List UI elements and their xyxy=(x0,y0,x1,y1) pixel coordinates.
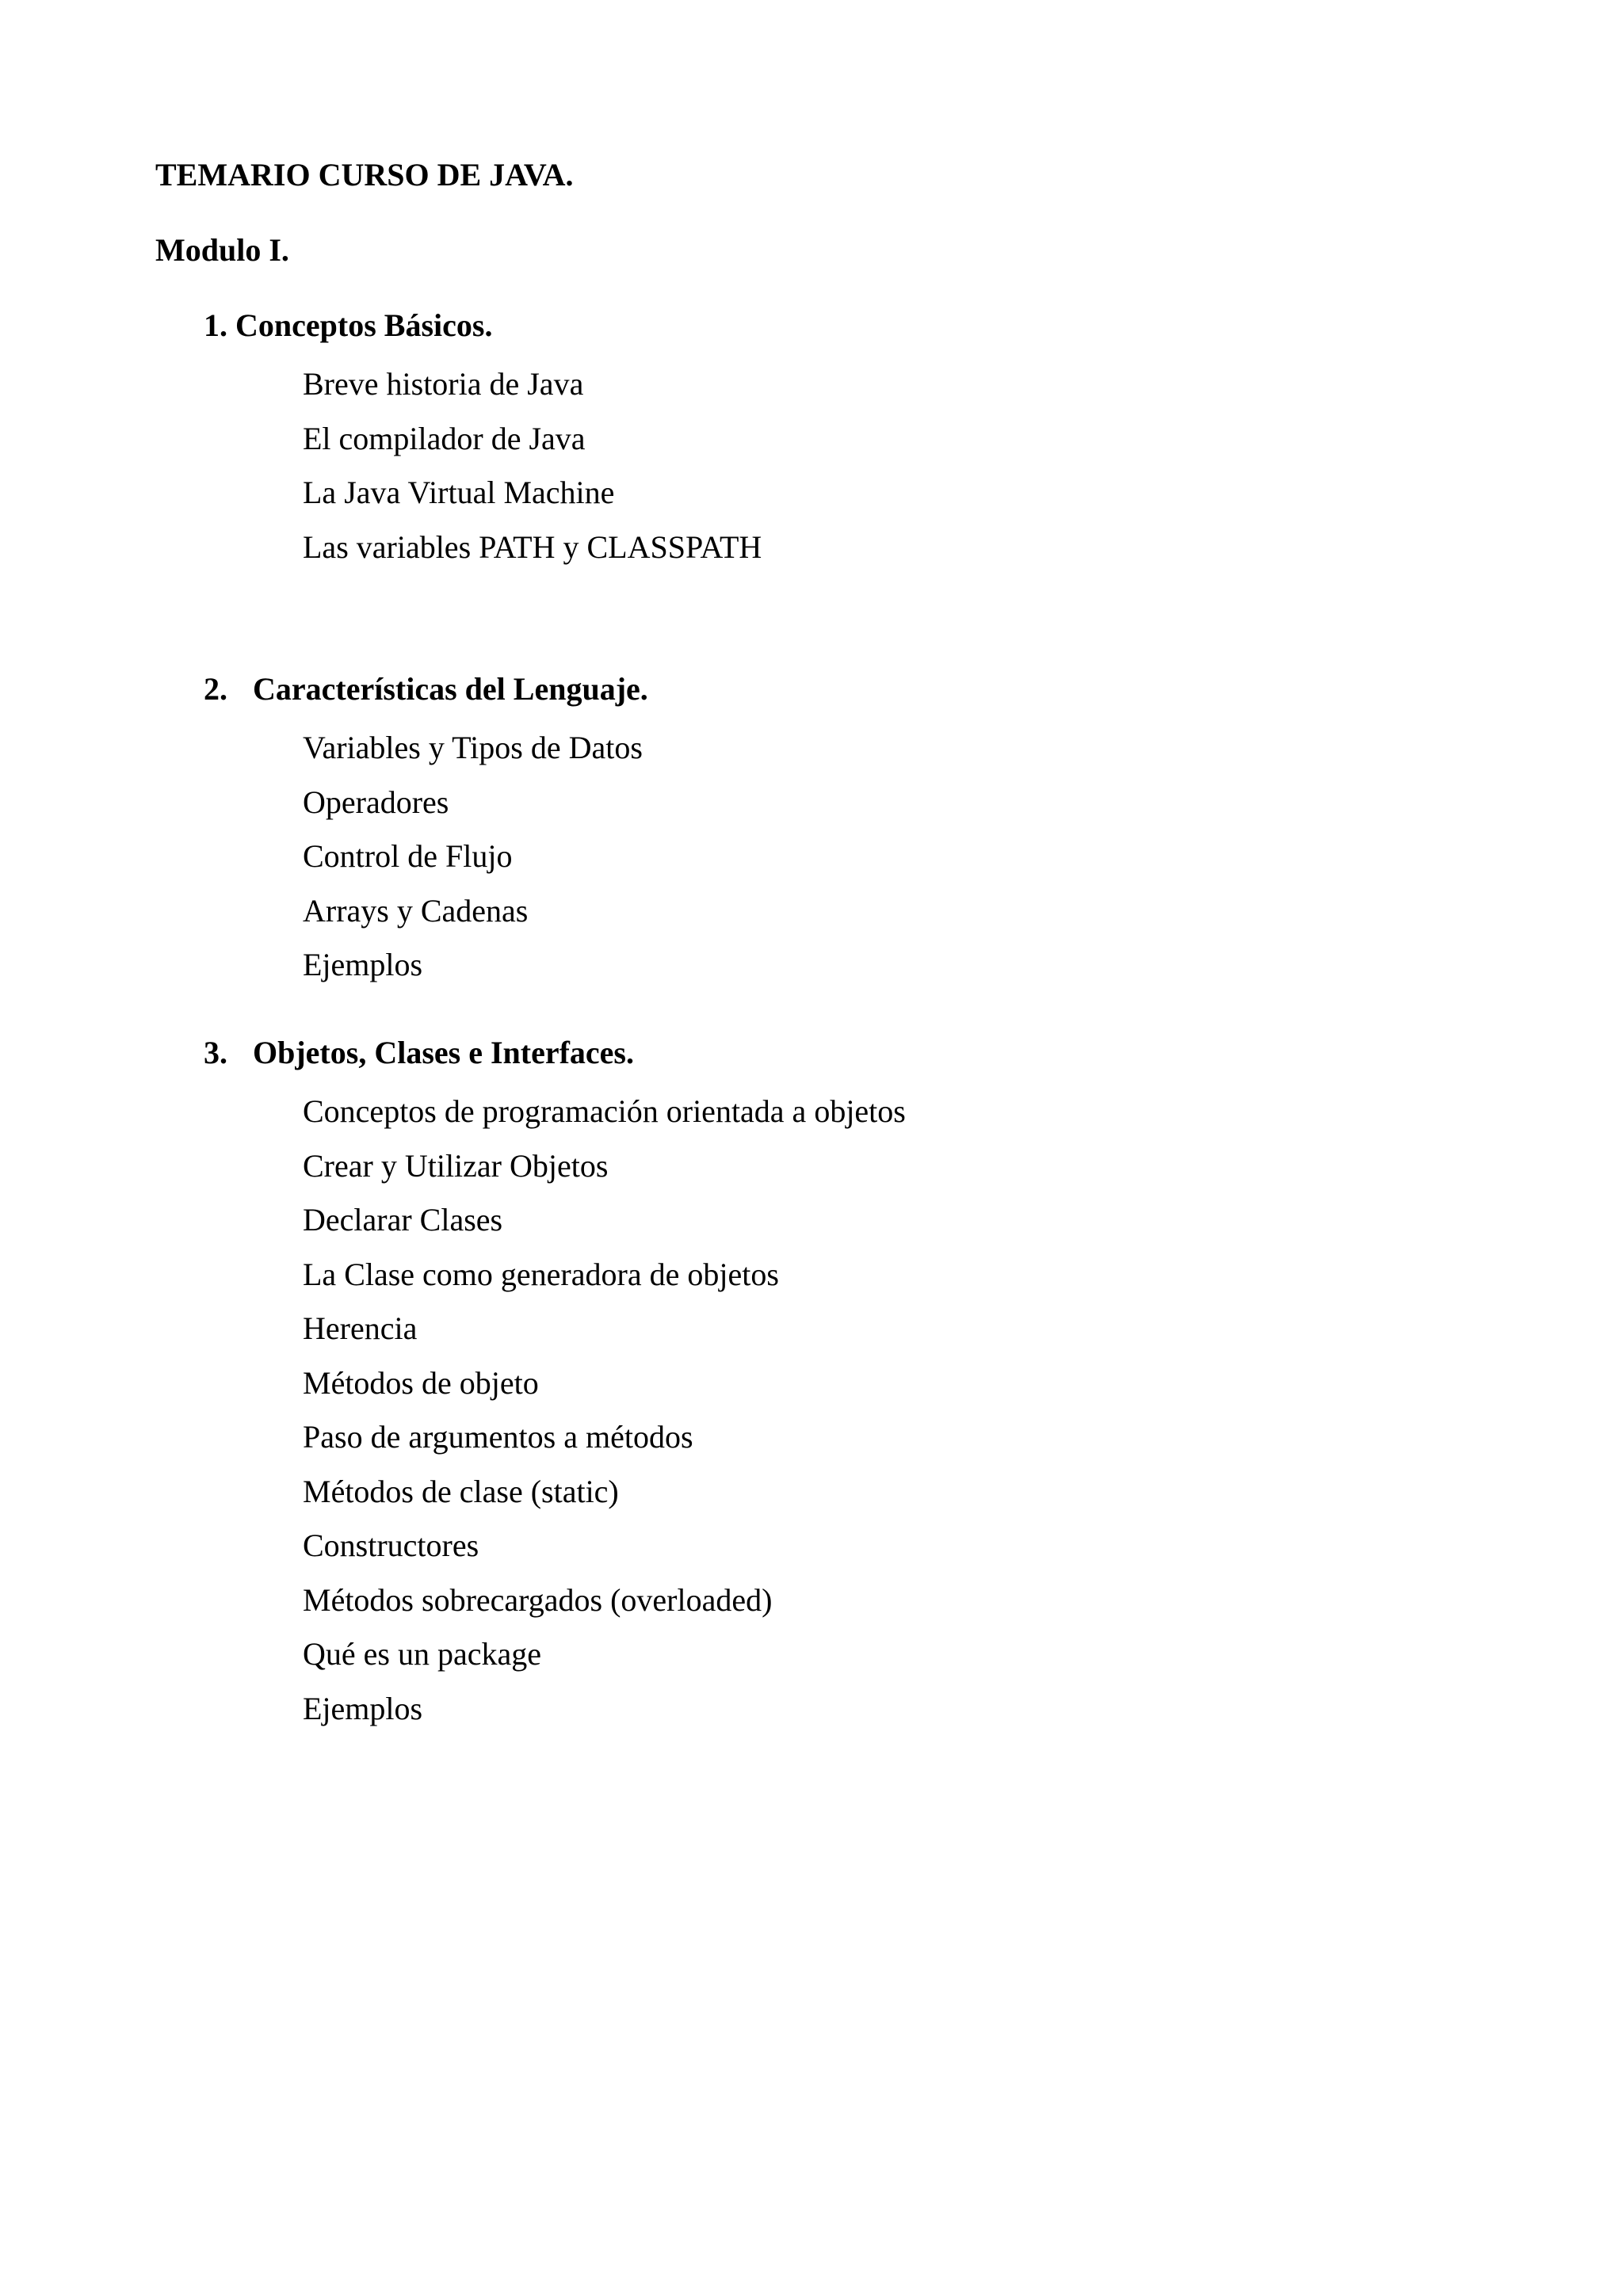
section-title: Conceptos Básicos. xyxy=(235,307,493,343)
list-item: Breve historia de Java xyxy=(303,366,584,402)
list-item: Paso de argumentos a métodos xyxy=(303,1419,693,1455)
list-item: Declarar Clases xyxy=(303,1202,503,1238)
document-title: TEMARIO CURSO DE JAVA. xyxy=(155,157,574,193)
section-number: 1. xyxy=(204,307,227,343)
topic-list xyxy=(303,357,762,574)
section-heading xyxy=(204,1031,634,1075)
list-item: Crear y Utilizar Objetos xyxy=(303,1147,609,1184)
list-item: Constructores xyxy=(303,1527,479,1563)
list-item: Variables y Tipos de Datos xyxy=(303,730,643,765)
list-item: Ejemplos xyxy=(303,1690,423,1726)
list-item: Métodos de objeto xyxy=(303,1364,539,1401)
list-item: La Clase como generadora de objetos xyxy=(303,1256,779,1292)
section-title: Objetos, Clases e Interfaces. xyxy=(253,1035,634,1070)
section-number: 3. xyxy=(204,1035,227,1070)
section-number: 2. xyxy=(204,671,227,707)
section-heading xyxy=(204,667,648,711)
list-item: El compilador de Java xyxy=(303,420,586,456)
list-item: La Java Virtual Machine xyxy=(303,475,615,510)
list-item: Arrays y Cadenas xyxy=(303,892,529,929)
list-item: Qué es un package xyxy=(303,1636,541,1672)
module-title: Modulo I. xyxy=(155,232,289,268)
topic-list xyxy=(303,721,643,993)
section-heading xyxy=(204,303,492,348)
list-item: Control de Flujo xyxy=(303,838,513,874)
list-item: Las variables PATH y CLASSPATH xyxy=(303,528,762,565)
list-item: Métodos de clase (static) xyxy=(303,1473,619,1509)
section-title: Características del Lenguaje. xyxy=(253,671,648,707)
list-item: Ejemplos xyxy=(303,947,423,982)
list-item: Conceptos de programación orientada a objetos xyxy=(303,1093,906,1129)
list-item: Herencia xyxy=(303,1310,418,1346)
list-item: Métodos sobrecargados (overloaded) xyxy=(303,1581,773,1618)
topic-list xyxy=(303,1085,906,1736)
list-item: Operadores xyxy=(303,784,449,820)
